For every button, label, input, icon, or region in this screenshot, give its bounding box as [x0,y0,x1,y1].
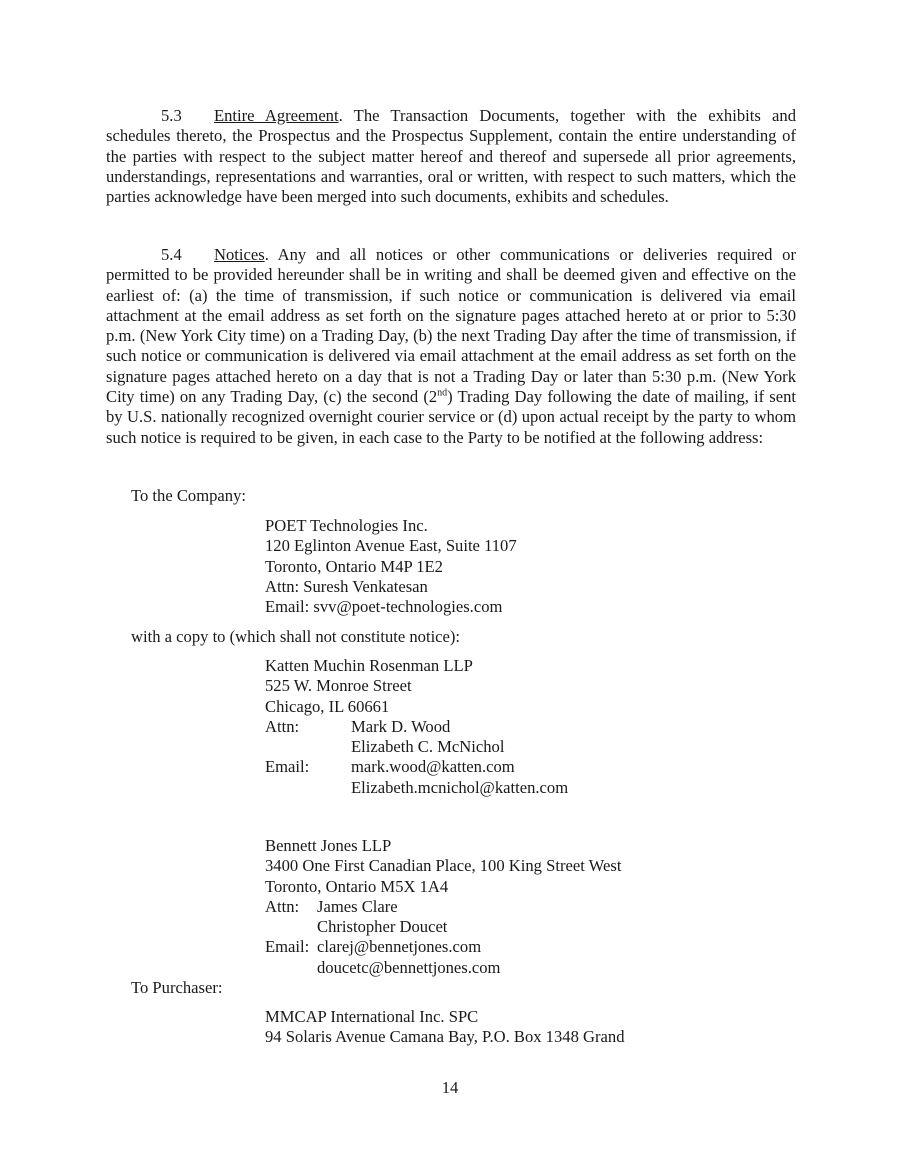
company-address-block [265,516,517,617]
attn-name-2: Elizabeth C. McNichol [351,737,505,757]
attn-name-1: James Clare [317,896,398,916]
section-body-continued: ) Trading Day following the date of mailing, if sent by U.S. nationally recognized overnight courier service or (d) upon actual receipt by the party to whom such notice is required to be given, in each case to the Party to be notified at the following address: [106,387,796,447]
email-1: mark.wood@katten.com [351,757,515,777]
page-number: 14 [441,1078,459,1097]
email-1: clarej@bennetjones.com [317,937,482,957]
company-email: Email: svv@poet-technologies.com [265,597,503,617]
purchaser-name: MMCAP International Inc. SPC [265,1007,479,1026]
to-purchaser-label: To Purchaser: [131,978,223,997]
section-5-3-paragraph [106,106,796,207]
katten-name: Katten Muchin Rosenman LLP [265,656,473,675]
section-heading: Notices [214,245,265,264]
section-body: . The Transaction Documents, together with the exhibits and schedules thereto, the Prospectus and the Prospectus Supplement, contain the entire understanding of the parties with respect to the subject matter hereof and thereof and supersede all prior agreements, understandings, representations and warranties, oral or written, with respect to such matters, which the parties acknowledge have been merged into such documents, exhibits and schedules. [106,106,796,207]
company-address-line-2: Toronto, Ontario M4P 1E2 [265,556,443,576]
purchaser-address-block [265,1007,625,1048]
bennett-address-line-1: 3400 One First Canadian Place, 100 King Street West [265,856,622,876]
katten-address-line-1: 525 W. Monroe Street [265,676,412,696]
section-5-4-paragraph [106,245,796,448]
bennett-address-line-2: Toronto, Ontario M5X 1A4 [265,876,449,896]
company-attn: Attn: Suresh Venkatesan [265,576,428,596]
company-address-line-1: 120 Eglinton Avenue East, Suite 1107 [265,536,517,556]
attn-name-1: Mark D. Wood [351,716,451,736]
katten-email-row [265,757,568,777]
bennett-address-block [265,836,621,978]
section-body: . Any and all notices or other communications or deliveries required or permitted to be provided hereunder shall be in writing and shall be deemed given and effective on the earliest of: (a) the time of transmission, if such notice or communication is delivered via email attachment at the email address as set forth on the signature pages attached hereto at or prior to 5:30 p.m. (New York City time) on a Trading Day, (b) the next Trading Day after the time of transmission, if such notice or communication is delivered via email attachment at the email address as set forth on the signature pages attached hereto on a day that is not a Trading Day or later than 5:30 p.m. (New York City time) on any Trading Day, (c) the second (2 [106,245,796,407]
bennett-attn-row [265,897,621,917]
attn-label: Attn: [265,896,300,916]
katten-address-line-2: Chicago, IL 60661 [265,696,390,716]
section-number: 5.3 [161,106,182,125]
email-2: doucetc@bennettjones.com [317,957,501,977]
copy-to-label: with a copy to (which shall not constitute notice): [131,627,461,646]
attn-label: Attn: [265,716,300,736]
bennett-name: Bennett Jones LLP [265,836,392,855]
bennett-email-row [265,937,621,957]
section-heading: Entire Agreement [214,106,339,125]
to-company-label: To the Company: [131,486,246,505]
katten-attn-row [265,717,568,737]
katten-address-block [265,656,568,798]
company-name: POET Technologies Inc. [265,516,428,535]
email-label: Email: [265,757,310,777]
purchaser-address-line-1: 94 Solaris Avenue Camana Bay, P.O. Box 1348 Grand [265,1027,625,1047]
section-number: 5.4 [161,245,182,264]
ordinal-superscript: nd [437,387,448,399]
attn-name-2: Christopher Doucet [317,917,448,937]
email-2: Elizabeth.mcnichol@katten.com [351,777,569,797]
email-label: Email: [265,937,310,957]
